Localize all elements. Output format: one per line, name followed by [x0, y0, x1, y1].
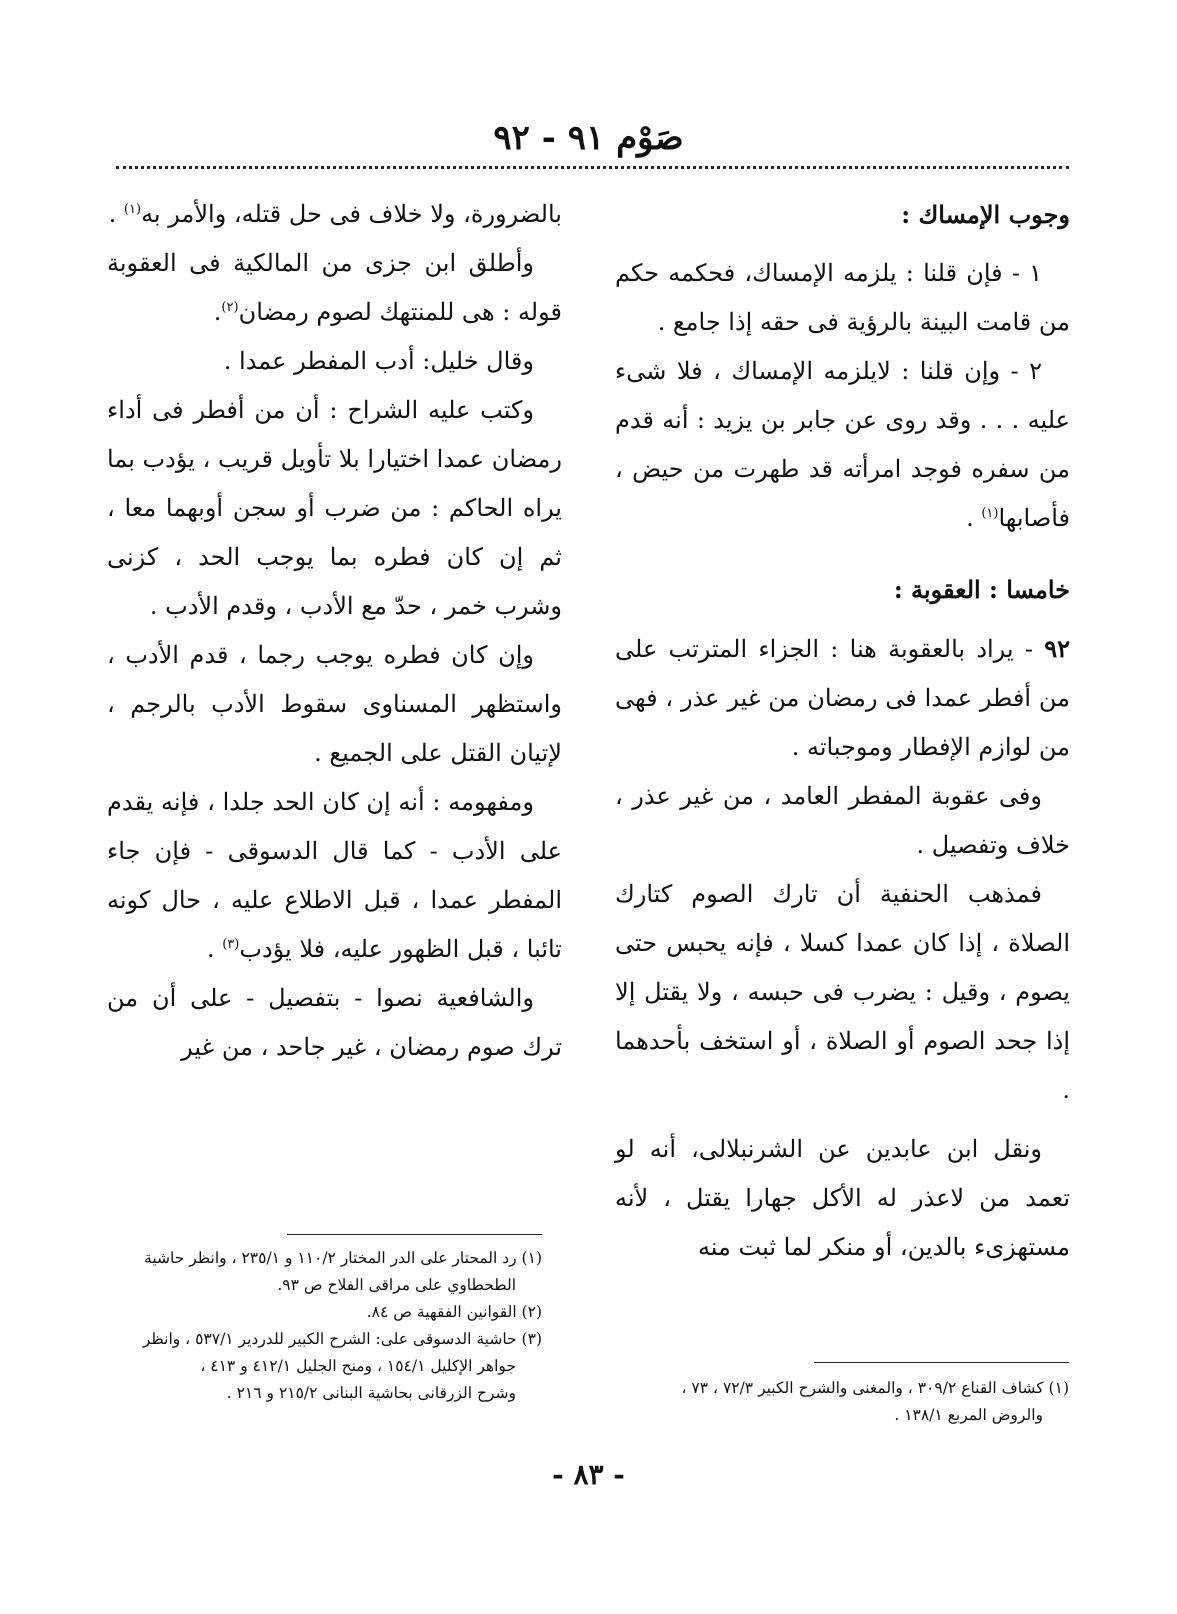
- paragraph: [107, 239, 562, 337]
- section-heading-imsak: وجوب الإمساك :: [901, 200, 1070, 229]
- footnotes-right: [609, 1375, 1069, 1429]
- paragraph: ١ - فإن قلنا : يلزمه الإمساك، فحكمه حكم من قامت البينة بالرؤية فى حقه إذا جامع .: [615, 259, 1070, 336]
- paragraph-text: - يراد بالعقوبة هنا : الجزاء المترتب على من أفطر عمدا فى رمضان من غير عذر ، فهى من لوازم الإفطار وموجباته .: [615, 635, 1070, 761]
- footnote-ref: (٣): [222, 937, 240, 952]
- footnote-continuation: جواهر الإكليل ١٥٤/١ ، ومنح الجليل ٤١٢/١ و ٤١٣ ،: [200, 1357, 516, 1375]
- paragraph: وإن كان فطره يوجب رجما ، قدم الأدب ، واستظهر المسناوى سقوط الأدب بالرجم ، لإتيان القتل على الجميع .: [107, 641, 562, 767]
- section-heading-punishment: خامسا : العقوبة :: [893, 575, 1070, 604]
- footnote-ref: (١): [981, 506, 999, 521]
- paragraph-text: ومفهومه : أنه إن كان الحد جلدا ، فإنه يقدم على الأدب - كما قال الدسوقى - فإن جاء المفطر عمدا ، قبل الاطلاع عليه ، حال كونه تائبا ، قبل الظهور عليه، فلا يؤدب: [107, 788, 562, 963]
- page-number: - ٨٣ -: [552, 1458, 625, 1491]
- paragraph: والشافعية نصوا - بتفصيل - على أن من ترك صوم رمضان ، غير جاحد ، من غير: [107, 984, 562, 1061]
- paragraph: [615, 624, 1070, 772]
- footnote-separator: [287, 1234, 542, 1235]
- paragraph-end: .: [966, 504, 982, 532]
- footnote-ref: (٢): [221, 300, 239, 315]
- paragraph-end: .: [108, 200, 124, 228]
- paragraph: [615, 347, 1070, 543]
- footnote: (٣) حاشية الدسوقى على: الشرح الكبير للدردير ٥٣٧/١ ، وانظر: [142, 1330, 542, 1348]
- paragraph-text: ٢ - وإن قلنا : لايلزمه الإمساك ، فلا شىء عليه . . . وقد روى عن جابر بن يزيد : أنه قدم من سفره فوجد امرأته قد طهرت من حيض ، فأصابها: [615, 357, 1070, 532]
- footnote: (١) رد المحتار على الدر المختار ١١٠/٢ و ٢٣٥/١ ، وانظر حاشية: [144, 1249, 542, 1267]
- paragraph: [107, 778, 562, 974]
- footnote: (١) كشاف القناع ٣٠٩/٢ ، والمغنى والشرح الكبير ٧٢/٣ ، ٧٣ ،: [681, 1379, 1069, 1397]
- left-column: [107, 190, 562, 1072]
- paragraph: [107, 190, 562, 239]
- footnote-ref: (١): [123, 202, 142, 217]
- footnotes-left: [102, 1245, 542, 1407]
- paragraph: وفى عقوبة المفطر العامد ، من غير عذر ، خلاف وتفصيل .: [615, 782, 1070, 859]
- footnote-separator: [814, 1362, 1069, 1363]
- right-column: [615, 190, 1070, 1272]
- paragraph: ونقل ابن عابدين عن الشرنبلالى، أنه لو تعمد من لاعذر له الأكل جهارا يقتل ، لأنه مستهزىء بالدين، أو منكر لما ثبت منه: [615, 1135, 1070, 1261]
- article-number: ٩٢: [1044, 634, 1070, 663]
- header-dotted-rule: [116, 166, 1069, 169]
- footnote-continuation: الطحطاوي على مراقى الفلاح ص ٩٣.: [277, 1276, 516, 1294]
- footnote-continuation: والروض المربع ١٣٨/١ .: [894, 1406, 1043, 1424]
- page-header-title: صَوْم ٩١ - ٩٢: [493, 118, 684, 158]
- paragraph-text: وأطلق ابن جزى من المالكية فى العقوبة قوله : هى للمنتهك لصوم رمضان: [107, 249, 562, 326]
- paragraph-text: بالضرورة، ولا خلاف فى حل قتله، والأمر به: [141, 200, 562, 228]
- paragraph-end: .: [213, 298, 222, 326]
- paragraph-end: .: [206, 935, 223, 963]
- paragraph: فمذهب الحنفية أن تارك الصوم كتارك الصلاة ، إذا كان عمدا كسلا ، فإنه يحبس حتى يصوم ، وقيل : يضرب فى حبسه ، ولا يقتل إلا إذا جحد الصوم أو الصلاة ، أو استخف بأحدهما .: [615, 880, 1070, 1104]
- paragraph: وقال خليل: أدب المفطر عمدا .: [223, 347, 534, 375]
- paragraph: وكتب عليه الشراح : أن من أفطر فى أداء رمضان عمدا اختيارا بلا تأويل قريب ، يؤدب بما يراه الحاكم : من ضرب أو سجن أوبهما معا ، ثم إن كان فطره بما يوجب الحد ، كزنى وشرب خمر ، حدّ مع الأدب ، وقدم الأدب .: [107, 396, 562, 620]
- footnote: (٢) القوانين الفقهية ص ٨٤.: [366, 1303, 542, 1321]
- footnote-continuation: وشرح الزرقانى بحاشية البنانى ٢١٥/٢ و ٢١٦ .: [226, 1384, 516, 1402]
